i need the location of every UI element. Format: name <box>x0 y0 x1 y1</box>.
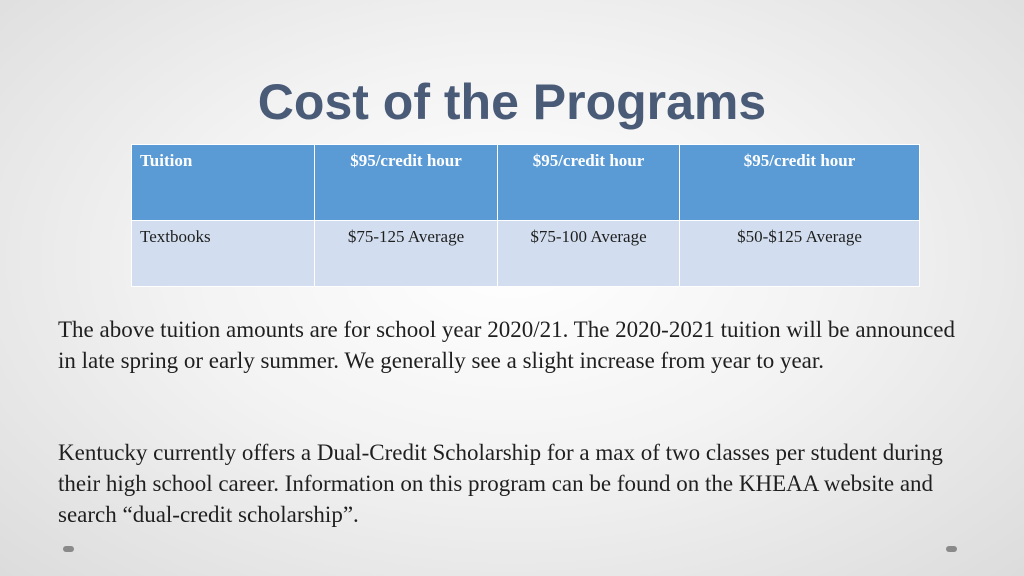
table-row-textbooks <box>132 221 920 287</box>
table-cell: $75-100 Average <box>498 221 680 287</box>
tuition-note-paragraph: The above tuition amounts are for school year 2020/21. The 2020-2021 tuition will be announced in late spring or early summer. We generally see a slight increase from year to year. <box>58 317 956 373</box>
table-row-tuition <box>132 145 920 221</box>
slide-title: Cost of the Programs <box>257 74 767 130</box>
table-cell: $95/credit hour <box>315 145 498 221</box>
cost-table <box>131 144 920 287</box>
table-cell: Tuition <box>132 145 315 221</box>
table-cell: Textbooks <box>132 221 315 287</box>
table-cell: $95/credit hour <box>498 145 680 221</box>
table-cell: $75-125 Average <box>315 221 498 287</box>
table-cell: $50-$125 Average <box>680 221 920 287</box>
decorative-dot-icon <box>946 546 957 552</box>
decorative-dot-icon <box>63 546 74 552</box>
table-cell: $95/credit hour <box>680 145 920 221</box>
scholarship-paragraph: Kentucky currently offers a Dual-Credit Scholarship for a max of two classes per student during their high school career. Information on this program can be found on the KHEAA website and search “dual-credit scholarship”. <box>58 440 943 527</box>
